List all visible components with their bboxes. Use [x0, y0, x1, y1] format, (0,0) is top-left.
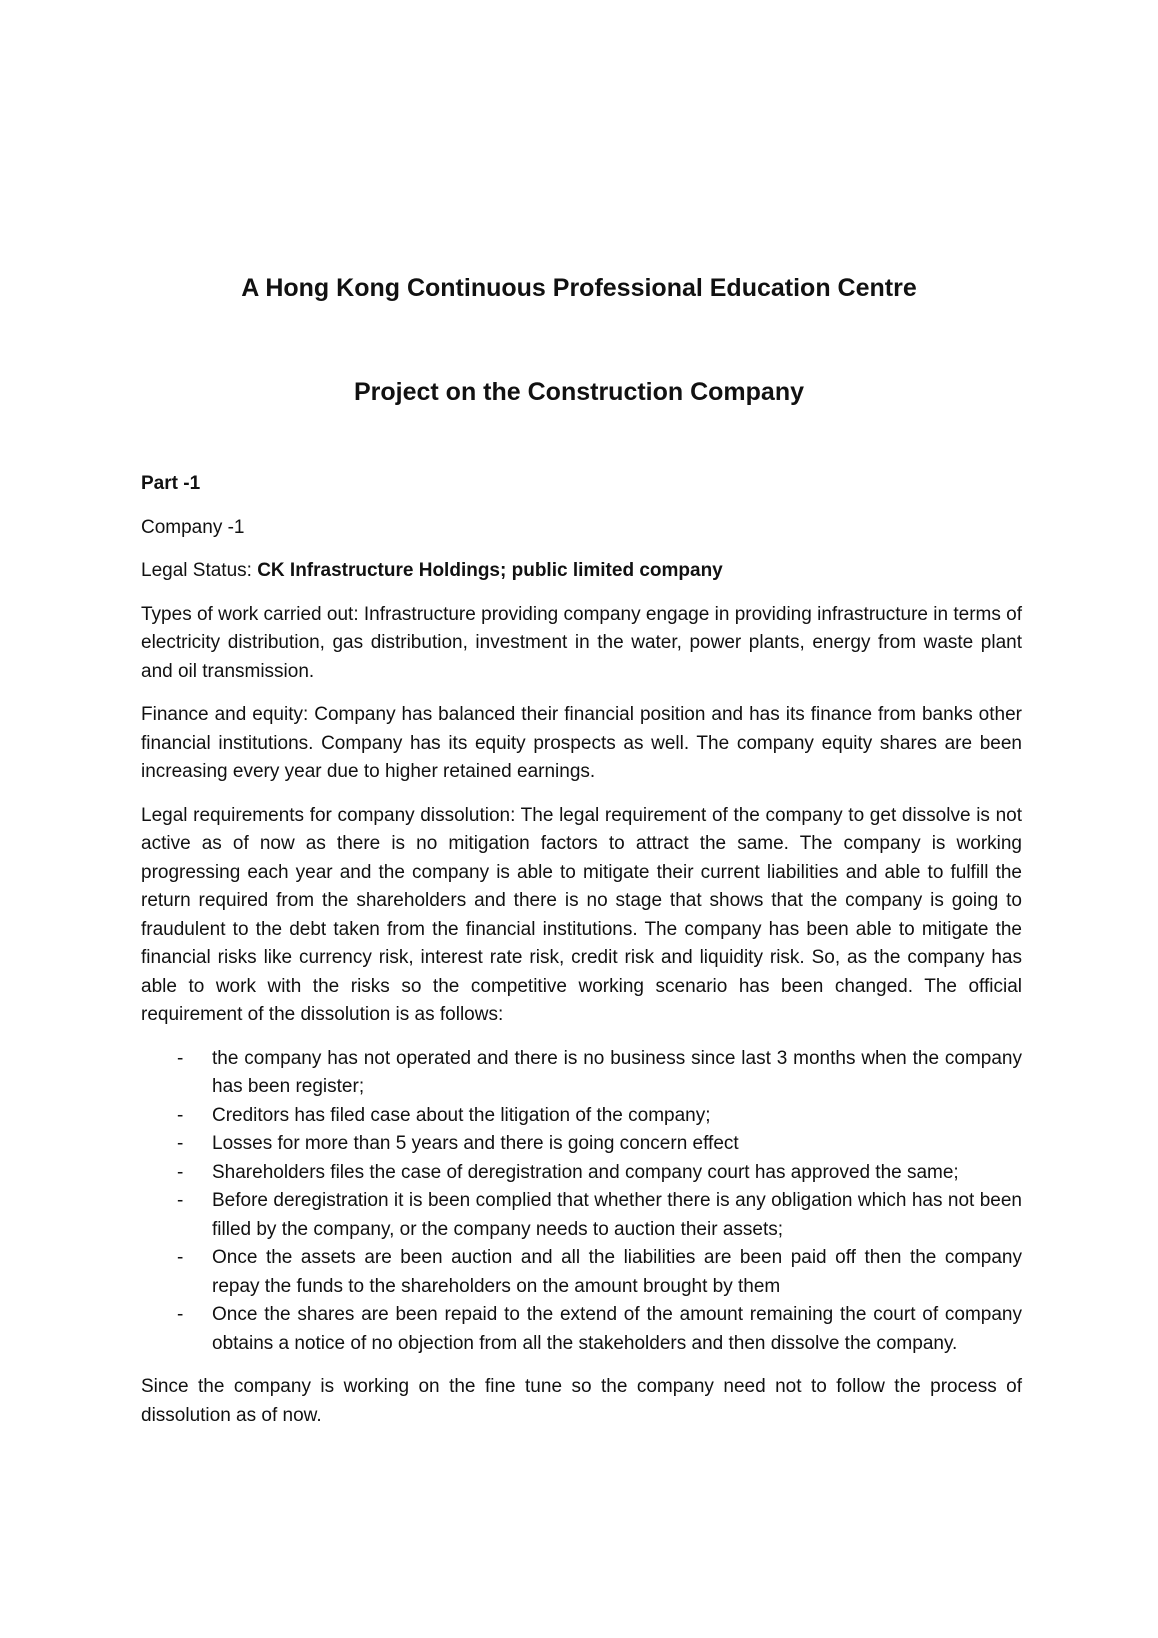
- bullet-dash: -: [177, 1161, 184, 1183]
- list-item-text: Shareholders files the case of deregistration and company court has approved the same;: [212, 1161, 959, 1183]
- legal-requirements-paragraph: Legal requirements for company dissolution: The legal requirement of the company to get dissolve is not active as of now as there is no mitigation factors to attract the same. The company is working progressing each year and the company is able to mitigate their current liabilities and able to fulfill the return required from the shareholders and there is no stage that shows that the company is going to fraudulent to the debt taken from the financial institutions. The company has been able to mitigate the financial risks like currency risk, interest rate risk, credit risk and liquidity risk. So, as the company has able to work with the risks so the competitive working scenario has been changed. The official requirement of the dissolution is as follows:: [141, 804, 1022, 1025]
- company-label: Company -1: [141, 516, 245, 538]
- list-item-text: Creditors has filed case about the litigation of the company;: [212, 1104, 711, 1126]
- legal-status-value: CK Infrastructure Holdings; public limited company: [257, 560, 723, 581]
- document-subtitle: Project on the Construction Company: [353, 378, 805, 406]
- list-item-text: Losses for more than 5 years and there is going concern effect: [212, 1133, 739, 1154]
- list-item: [141, 1187, 1022, 1244]
- requirements-list: [141, 1045, 1022, 1359]
- list-item: [141, 1130, 1022, 1159]
- legal-status: [141, 557, 1022, 586]
- bullet-dash: -: [177, 1304, 184, 1325]
- list-item-text: Once the shares are been repaid to the extend of the amount remaining the court of company obtains a notice of no objection from all the stakeholders and then dissolve the company.: [212, 1304, 1022, 1354]
- list-item-text: the company has not operated and there is no business since last 3 months when the company has been register;: [212, 1047, 1022, 1097]
- list-item: [141, 1159, 1022, 1188]
- types-of-work-paragraph: Types of work carried out: Infrastructure providing company engage in providing infrastructure in terms of electricity distribution, gas distribution, investment in the water, power plants, energy from waste plant and oil transmission.: [141, 603, 1022, 682]
- bullet-dash: -: [177, 1047, 184, 1069]
- list-item: [141, 1301, 1022, 1358]
- list-item: [141, 1244, 1022, 1301]
- list-item-text: Before deregistration it is been complied that whether there is any obligation which has not been filled by the company, or the company needs to auction their assets;: [212, 1190, 1022, 1240]
- finance-equity-paragraph: Finance and equity: Company has balanced their financial position and has its finance from banks other financial institutions. Company has its equity prospects as well. The company equity shares are been increasing every year due to higher retained earnings.: [141, 704, 1022, 782]
- document-title: A Hong Kong Continuous Professional Education Centre: [241, 274, 917, 302]
- bullet-dash: -: [177, 1247, 184, 1268]
- document-body: [141, 470, 1022, 1445]
- list-item: [141, 1045, 1022, 1102]
- bullet-dash: -: [177, 1190, 184, 1211]
- conclusion-paragraph: Since the company is working on the fine tune so the company need not to follow the process of dissolution as of now.: [141, 1376, 1022, 1426]
- list-item-text: Once the assets are been auction and all the liabilities are been paid off then the company repay the funds to the shareholders on the amount brought by them: [212, 1247, 1022, 1297]
- list-item: [141, 1102, 1022, 1131]
- legal-status-label: Legal Status:: [141, 560, 258, 581]
- bullet-dash: -: [177, 1133, 184, 1154]
- part-heading: Part -1: [141, 473, 201, 494]
- bullet-dash: -: [177, 1104, 184, 1126]
